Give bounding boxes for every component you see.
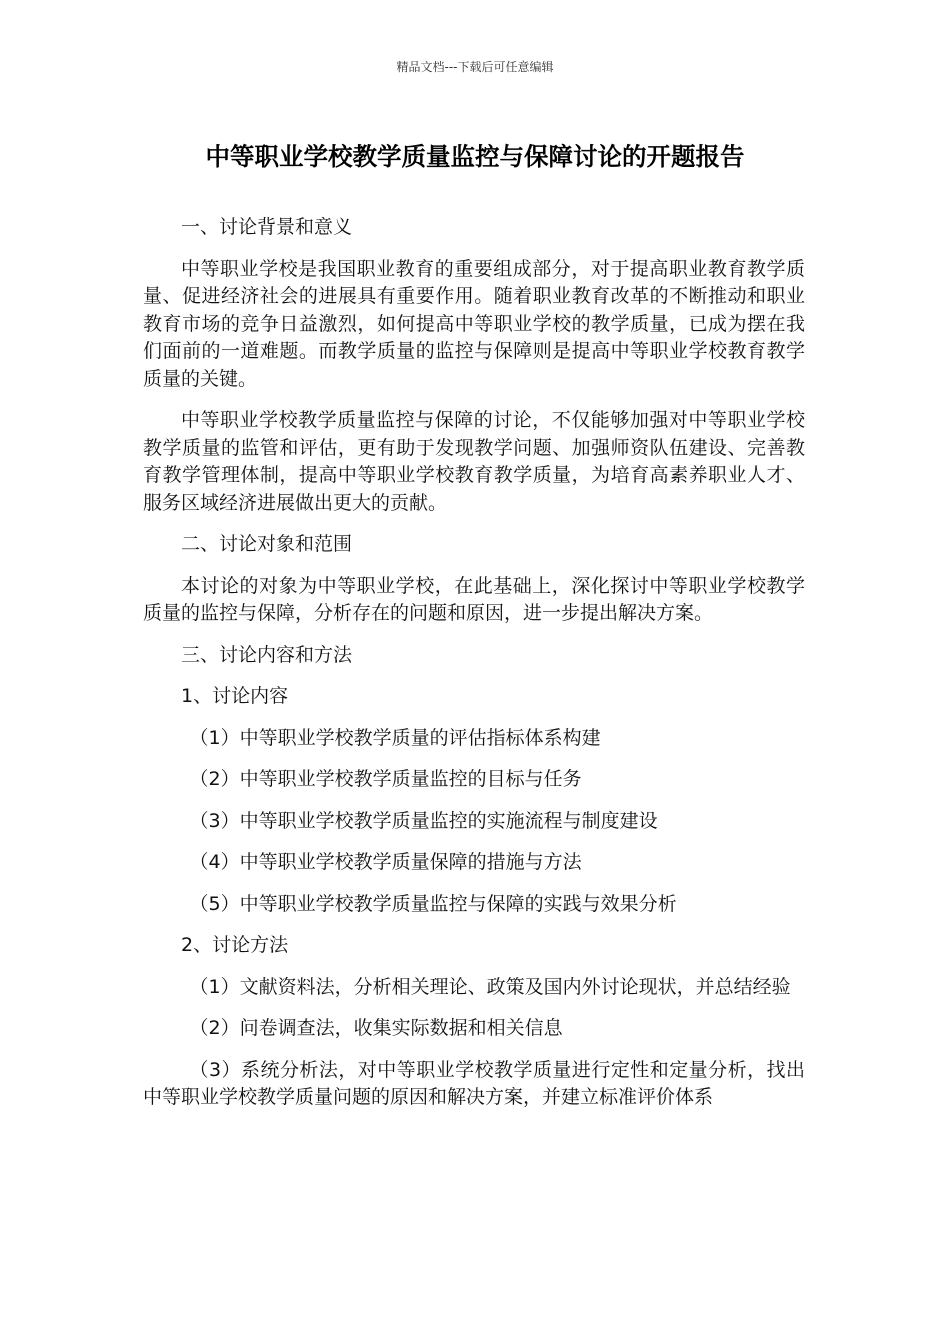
section-heading-background: 一、讨论背景和意义 xyxy=(181,216,353,238)
section-heading-scope: 二、讨论对象和范围 xyxy=(181,533,353,555)
subheading-content: 1、讨论内容 xyxy=(181,685,289,707)
paragraph-background-1: 中等职业学校是我国职业教育的重要组成部分，对于提高职业教育教学质量、促进经济社会的进展具有重要作用。随着职业教育改革的不断推动和职业教育市场的竞争日益激烈，如何提高中等职业学校的教学质量，已成为摆在我们面前的一道难题。而教学质量的监控与保障则是提高中等职业学校教育教学质量的关键。 xyxy=(143,257,805,390)
content-item-3: （3）中等职业学校教学质量监控的实施流程与制度建设 xyxy=(189,809,658,832)
method-item-2: （2）问卷调查法，收集实际数据和相关信息 xyxy=(189,1017,563,1039)
method-item-1: （1）文献资料法，分析相关理论、政策及国内外讨论现状，并总结经验 xyxy=(189,975,791,998)
content-item-1: （1）中等职业学校教学质量的评估指标体系构建 xyxy=(189,726,601,749)
subheading-method: 2、讨论方法 xyxy=(181,934,289,956)
method-item-3: （3）系统分析法，对中等职业学校教学质量进行定性和定量分析，找出中等职业学校教学质量问题的原因和解决方案，并建立标准评价体系 xyxy=(143,1058,805,1108)
paragraph-background-2: 中等职业学校教学质量监控与保障的讨论，不仅能够加强对中等职业学校教学质量的监管和评估，更有助于发现教学问题、加强师资队伍建设、完善教育教学管理体制，提高中等职业学校教育教学质量，为培育高素养职业人才、服务区域经济进展做出更大的贡献。 xyxy=(143,409,805,514)
document-body xyxy=(143,214,805,1126)
content-item-4: （4）中等职业学校教学质量保障的措施与方法 xyxy=(189,851,582,873)
paragraph-scope: 本讨论的对象为中等职业学校，在此基础上，深化探讨中等职业学校教学质量的监控与保障，分析存在的问题和原因，进一步提出解决方案。 xyxy=(143,574,805,624)
document-title: 中等职业学校教学质量监控与保障讨论的开题报告 xyxy=(205,142,745,171)
section-heading-content-method: 三、讨论内容和方法 xyxy=(181,643,353,666)
header-note: 精品文档---下载后可任意编辑 xyxy=(396,60,554,74)
content-item-5: （5）中等职业学校教学质量监控与保障的实践与效果分析 xyxy=(189,892,677,915)
content-item-2: （2）中等职业学校教学质量监控的目标与任务 xyxy=(189,768,582,790)
